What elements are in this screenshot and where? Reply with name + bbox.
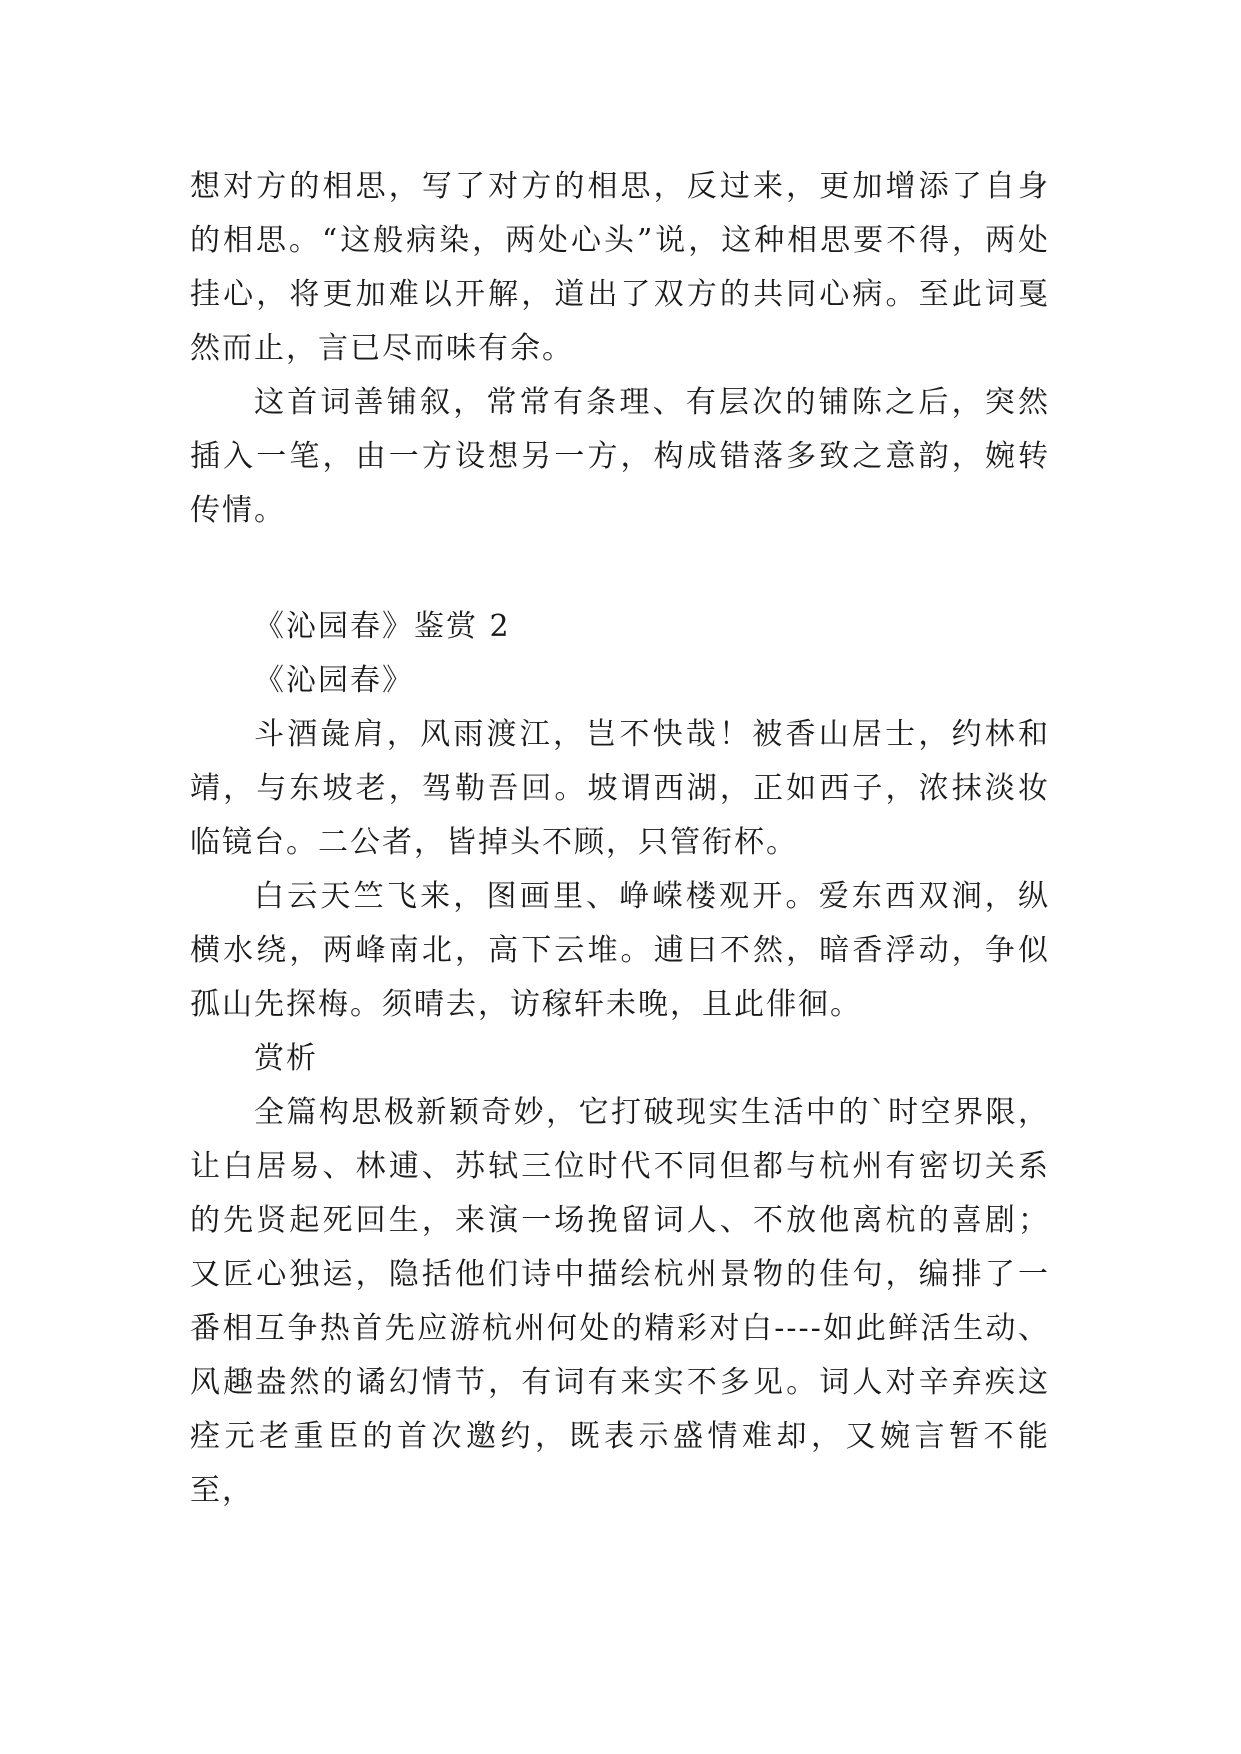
section-title: 《沁园春》鉴赏 2 bbox=[254, 609, 511, 644]
poem-stanza-1: 斗酒彘肩，风雨渡江，岂不快哉！被香山居士，约林和靖，与东坡老，驾勒吾回。坡谓西湖，正如西子，浓抹淡妆临镜台。二公者，皆掉头不顾，只管衔杯。 bbox=[190, 717, 1050, 860]
poem-stanza-2: 白云天竺飞来，图画里、峥嵘楼观开。爱东西双涧，纵横水绕，两峰南北，高下云堆。逋曰不然，暗香浮动，争似孤山先探梅。须晴去，访稼轩未晚，且此俳徊。 bbox=[190, 879, 1050, 1022]
section-spacer bbox=[190, 538, 1050, 600]
poem-title: 《沁园春》 bbox=[254, 663, 414, 698]
paragraph-continuation: 想对方的相思，写了对方的相思，反过来，更加增添了自身的相思。“这般病染，两处心头”说，这种相思要不得，两处挂心，将更加难以开解，道出了双方的共同心病。至此词戛然而止，言已尽而味有余。 bbox=[190, 169, 1050, 366]
document-body bbox=[190, 160, 1050, 1518]
analysis-paragraph: 全篇构思极新颖奇妙，它打破现实生活中的`时空界限，让白居易、林逋、苏轼三位时代不同但都与杭州有密切关系的先贤起死回生，来演一场挽留词人、不放他离杭的喜剧；又匠心独运，隐括他们诗中描绘杭州景物的佳句，编排了一番相互争热首先应游杭州何处的精彩对白----如此鲜活生动、风趣盎然的谲幻情节，有词有来实不多见。词人对辛弃疾这痊元老重臣的首次邀约，既表示盛情难却，又婉言暂不能至， bbox=[190, 1095, 1050, 1508]
paragraph-summary: 这首词善铺叙，常常有条理、有层次的铺陈之后，突然插入一笔，由一方设想另一方，构成错落多致之意韵，婉转传情。 bbox=[190, 385, 1050, 528]
analysis-heading: 赏析 bbox=[254, 1041, 318, 1076]
